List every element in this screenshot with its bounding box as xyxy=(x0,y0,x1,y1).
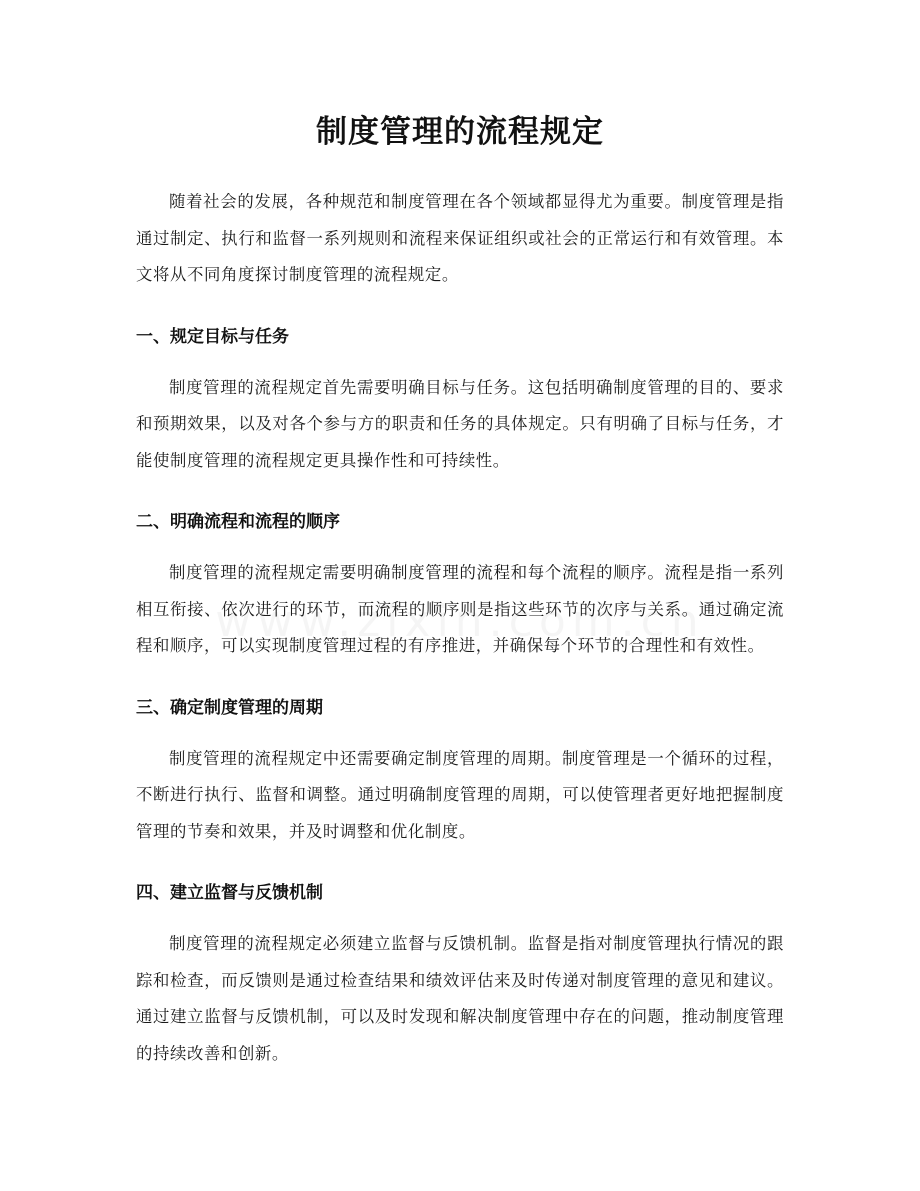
section-heading: 四、建立监督与反馈机制 xyxy=(136,883,323,903)
section-paragraph: 制度管理的流程规定中还需要确定制度管理的周期。制度管理是一个循环的过程，不断进行执行、监督和调整。通过明确制度管理的周期，可以使管理者更好地把握制度管理的节奏和效果，并及时调整和优化制度。 xyxy=(136,748,784,841)
section-heading: 二、明确流程和流程的顺序 xyxy=(136,512,340,532)
section-paragraph: 制度管理的流程规定必须建立监督与反馈机制。监督是指对制度管理执行情况的跟踪和检查，而反馈则是通过检查结果和绩效评估来及时传递对制度管理的意见和建议。通过建立监督与反馈机制，可以及时发现和解决制度管理中存在的问题，推动制度管理的持续改善和创新。 xyxy=(136,934,784,1063)
section-4 xyxy=(136,881,784,1072)
section-heading: 一、规定目标与任务 xyxy=(136,326,289,347)
section-3 xyxy=(136,696,784,851)
section-heading: 三、确定制度管理的周期 xyxy=(136,697,323,718)
section-paragraph: 制度管理的流程规定需要明确制度管理的流程和每个流程的顺序。流程是指一系列相互衔接、依次进行的环节，而流程的顺序则是指这些环节的次序与关系。通过确定流程和顺序，可以实现制度管理过程的有序推进，并确保每个环节的合理性和有效性。 xyxy=(136,563,784,655)
section-paragraph: 制度管理的流程规定首先需要明确目标与任务。这包括明确制度管理的目的、要求和预期效果，以及对各个参与方的职责和任务的具体规定。只有明确了目标与任务，才能使制度管理的流程规定更具操作性和可持续性。 xyxy=(136,377,784,470)
intro-paragraph: 随着社会的发展，各种规范和制度管理在各个领域都显得尤为重要。制度管理是指通过制定、执行和监督一系列规则和流程来保证组织或社会的正常运行和有效管理。本文将从不同角度探讨制度管理的流程规定。 xyxy=(136,192,784,284)
document-title: 制度管理的流程规定 xyxy=(316,114,604,150)
section-1 xyxy=(136,325,784,480)
section-2 xyxy=(136,510,784,665)
